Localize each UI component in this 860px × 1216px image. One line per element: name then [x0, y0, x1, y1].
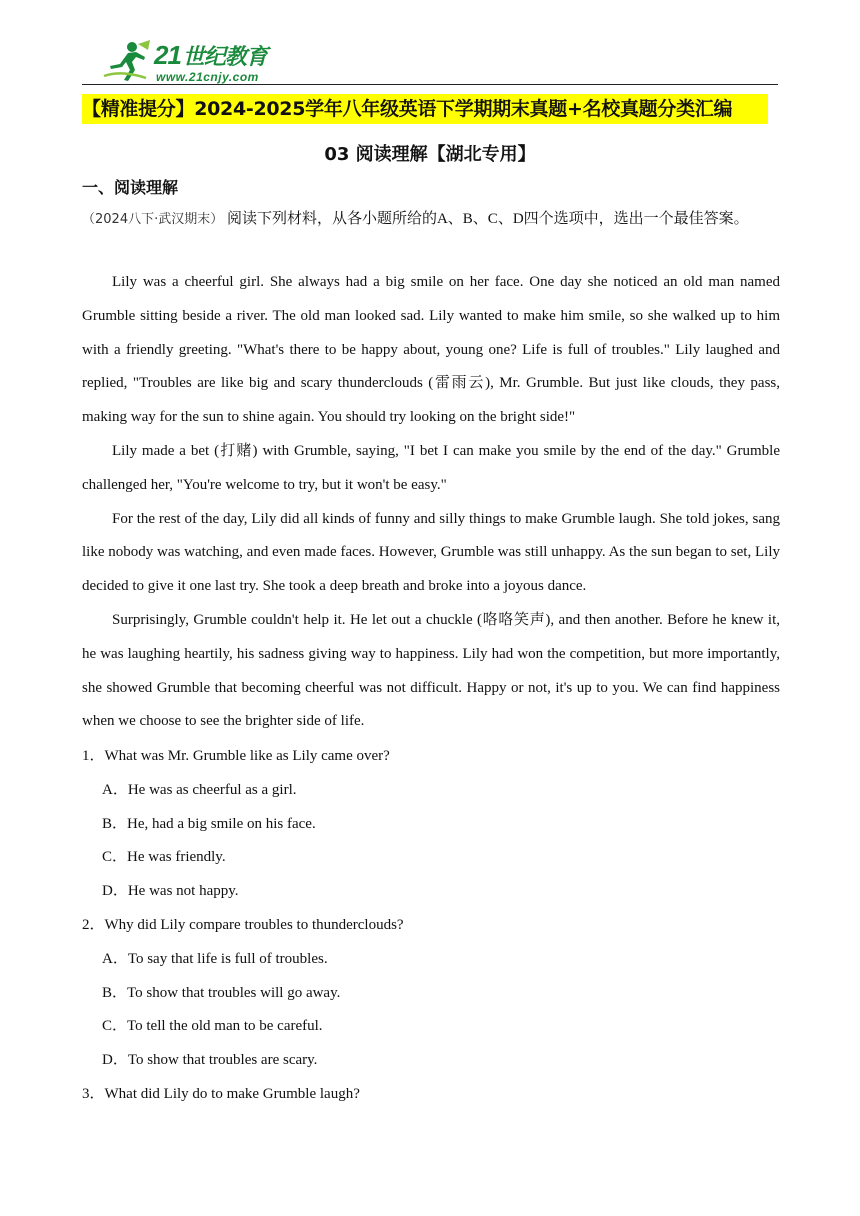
logo-text: 21世纪教育 [154, 40, 267, 70]
brand-logo [102, 40, 292, 82]
document-subtitle: 03 阅读理解【湖北专用】 [324, 144, 536, 165]
question-list [82, 740, 780, 1112]
question-3-stem: 3．What did Lily do to make Grumble laugh? [82, 1085, 360, 1102]
logo-url: www.21cnjy.com [156, 70, 259, 84]
passage-paragraph: For the rest of the day, Lily did all kinds of funny and silly things to make Grumble laugh. She told jokes, sang like nobody was watching, and even made faces. However, Grumble was still unhappy. As the sun began to set, Lily decided to give it one last try. She took a deep breath and broke into a joyous dance. [82, 510, 780, 595]
passage-paragraph: Lily made a bet (打赌) with Grumble, saying, "I bet I can make you smile by the end of the day." Grumble challenged her, "You're welcome to try, but it won't be easy." [82, 442, 780, 493]
page-header [82, 36, 778, 86]
question-1-option-b: B．He, had a big smile on his face. [102, 815, 316, 832]
source-label: （2024八下·武汉期末） [82, 212, 224, 227]
question-1-option-a: A．He was as cheerful as a girl. [102, 781, 297, 798]
question-2-option-a: A．To say that life is full of troubles. [102, 950, 328, 967]
question-2-option-b: B．To show that troubles will go away. [102, 984, 341, 1001]
question-2-option-d: D．To show that troubles are scary. [102, 1052, 318, 1069]
document-title: 【精准提分】2024-2025学年八年级英语下学期期末真题+名校真题分类汇编 [82, 94, 768, 124]
passage-paragraph: Surprisingly, Grumble couldn't help it. He let out a chuckle (咯咯笑声), and then another. Before he knew it, he was laughing heartily, his sadness giving way to happiness. Lily had won the competition, but more importantly, she showed Grumble that becoming cheerful was not difficult. Happy or not, it's up to you. We can find happiness when we choose to see the brighter side of life. [82, 611, 780, 730]
question-1-stem: 1．What was Mr. Grumble like as Lily came over? [82, 748, 390, 764]
section-heading: 一、阅读理解 [82, 178, 179, 197]
question-2-option-c: C．To tell the old man to be careful. [102, 1018, 323, 1035]
question-1-option-c: C．He was friendly. [102, 849, 226, 866]
header-divider [82, 84, 778, 85]
instructions [82, 203, 780, 236]
instruction-text: 阅读下列材料，从各小题所给的A、B、C、D四个选项中，选出一个最佳答案。 [226, 211, 749, 227]
passage-paragraph: Lily was a cheerful girl. She always had a big smile on her face. One day she noticed an old man named Grumble sitting beside a river. The old man looked sad. Lily wanted to make him smile, so she walked up to him with a friendly greeting. "What's there to be happy about, young one? Life is full of troubles." Lily laughed and replied, "Troubles are like big and scary thunderclouds (雷雨云), Mr. Grumble. But just like clouds, they pass, making way for the sun to shine again. You should try looking on the bright side!" [82, 274, 780, 426]
question-1-option-d: D．He was not happy. [102, 883, 239, 900]
reading-passage [82, 266, 780, 739]
question-2-stem: 2．Why did Lily compare troubles to thunderclouds? [82, 916, 404, 933]
runner-icon [102, 40, 152, 82]
